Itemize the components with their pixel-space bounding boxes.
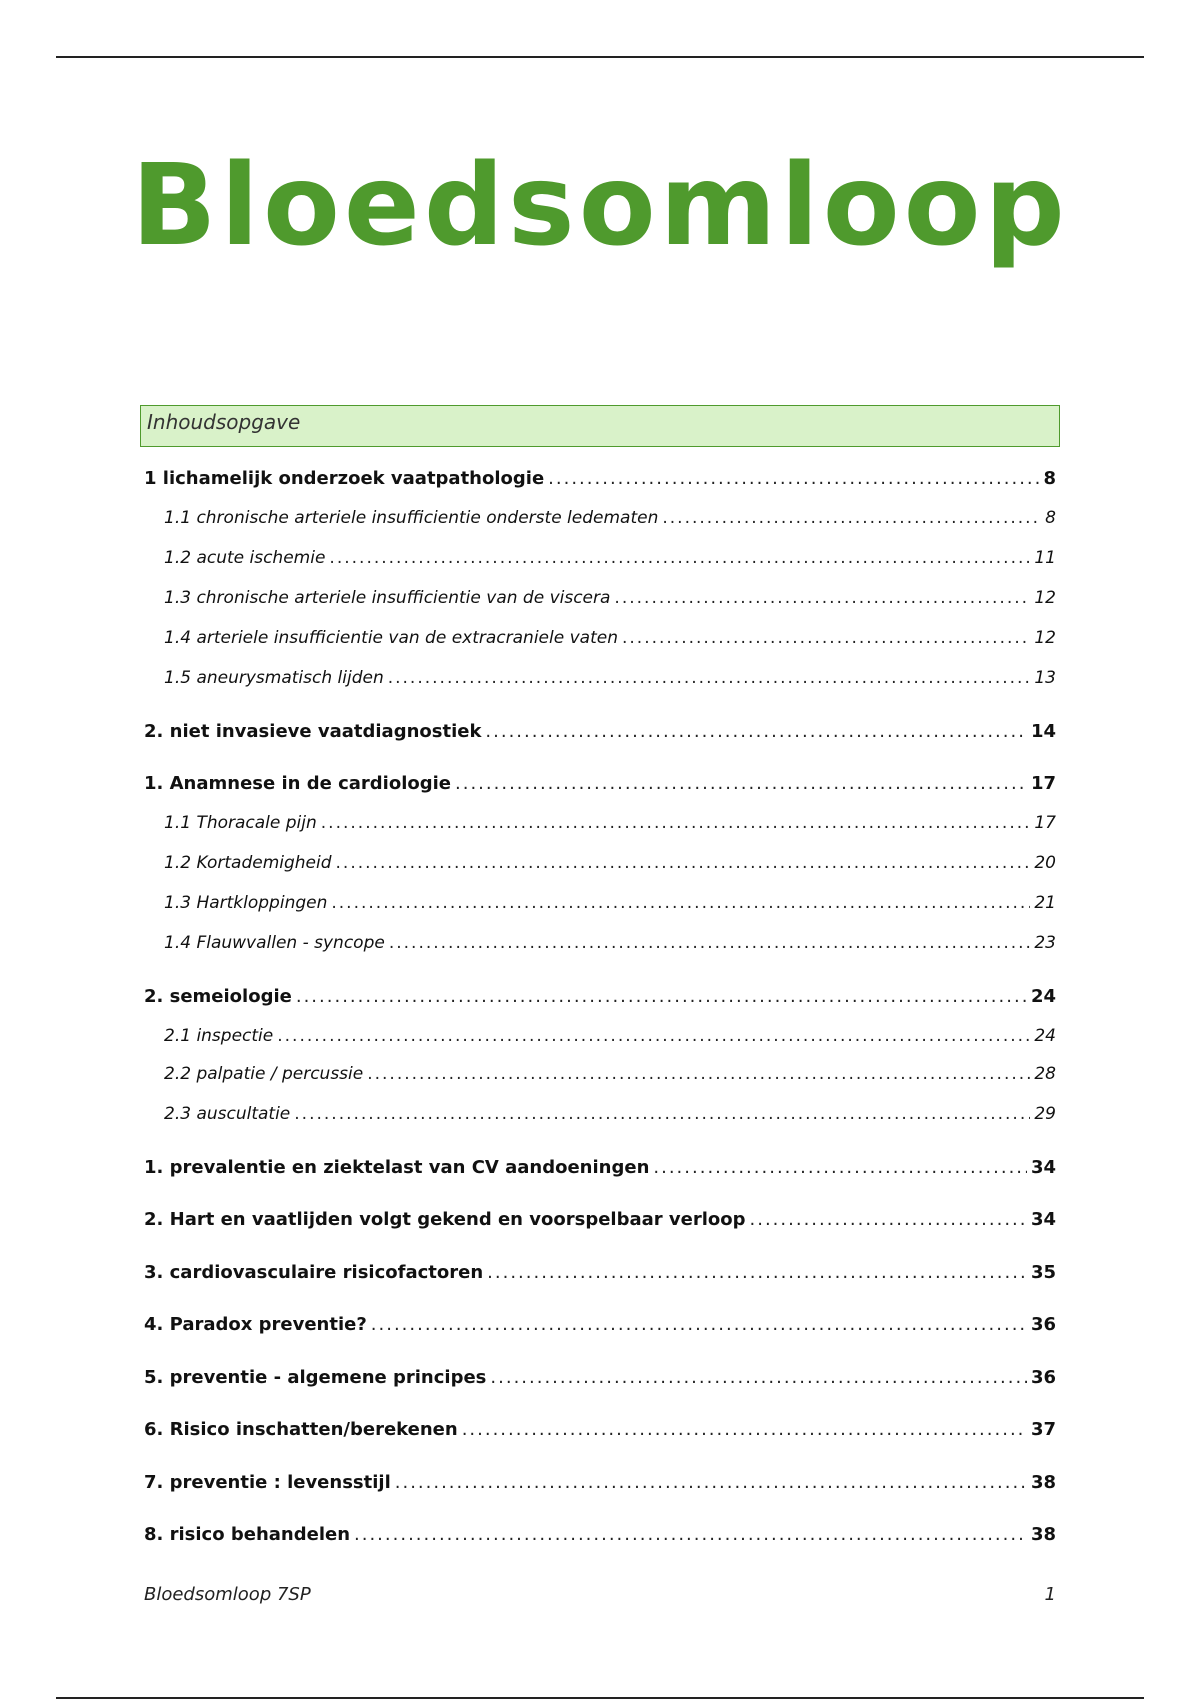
toc-entry-label: 3. cardiovasculaire risicofactoren — [144, 1262, 484, 1283]
toc-entry[interactable] — [144, 721, 1056, 747]
toc-entry[interactable] — [144, 1157, 1056, 1183]
toc-entry-label: 1.4 arteriele insufficientie van de extracraniele vaten — [164, 628, 618, 648]
toc-heading: Inhoudsopgave — [140, 405, 1060, 447]
toc-entry-label: 1.1 Thoracale pijn — [164, 813, 317, 833]
toc-leader — [389, 933, 1031, 953]
toc-entry[interactable] — [144, 893, 1056, 919]
toc-leader — [371, 1314, 1027, 1335]
toc-entry[interactable] — [144, 853, 1056, 879]
toc-entry-label: 2. semeiologie — [144, 986, 292, 1007]
toc-entry[interactable] — [144, 468, 1056, 494]
toc-leader — [367, 1064, 1030, 1084]
toc-entry-label: 1.4 Flauwvallen - syncope — [164, 933, 385, 953]
toc-leader — [388, 668, 1031, 688]
toc-entry-page: 34 — [1030, 1157, 1056, 1178]
toc-entry[interactable] — [144, 668, 1056, 694]
toc-leader — [490, 1367, 1027, 1388]
page-footer — [144, 1584, 1056, 1605]
toc-entry-page: 12 — [1034, 588, 1056, 608]
toc-entry-label: 1.3 Hartkloppingen — [164, 893, 328, 913]
toc-entry-label: 1 lichamelijk onderzoek vaatpathologie — [144, 468, 545, 489]
toc-entry-page: 24 — [1034, 1026, 1056, 1046]
toc-leader — [395, 1472, 1027, 1493]
toc-entry-page: 11 — [1034, 548, 1056, 568]
toc-entry-page: 36 — [1030, 1367, 1056, 1388]
toc-entry-page: 8 — [1045, 508, 1056, 528]
toc-entry-page: 35 — [1030, 1262, 1056, 1283]
toc-leader — [614, 588, 1030, 608]
toc-entry-label: 2.3 auscultatie — [164, 1104, 291, 1124]
toc-entry[interactable] — [144, 1026, 1056, 1052]
toc-entry-page: 17 — [1030, 773, 1056, 794]
toc-entry-page: 12 — [1034, 628, 1056, 648]
toc-entry-label: 7. preventie : levensstijl — [144, 1472, 391, 1493]
toc-leader — [277, 1026, 1030, 1046]
toc-entry-page: 36 — [1030, 1314, 1056, 1335]
toc-entry-label: 8. risico behandelen — [144, 1524, 351, 1545]
bottom-rule — [56, 1697, 1144, 1699]
toc-entry-page: 20 — [1034, 853, 1056, 873]
toc-leader — [354, 1524, 1027, 1545]
toc-entry-label: 6. Risico inschatten/berekenen — [144, 1419, 458, 1440]
toc-leader — [487, 1262, 1027, 1283]
toc-entry-page: 38 — [1030, 1472, 1056, 1493]
toc-entry-label: 2.2 palpatie / percussie — [164, 1064, 364, 1084]
toc-entry-page: 21 — [1034, 893, 1056, 913]
toc-leader — [321, 813, 1031, 833]
toc-entry[interactable] — [144, 986, 1056, 1012]
toc-entry[interactable] — [144, 1419, 1056, 1445]
toc-entry-label: 1.3 chronische arteriele insufficientie van de viscera — [164, 588, 611, 608]
toc-entry-page: 14 — [1030, 721, 1056, 742]
toc-entry-page: 37 — [1030, 1419, 1056, 1440]
toc-entry[interactable] — [144, 1524, 1056, 1550]
toc-entry-page: 28 — [1034, 1064, 1056, 1084]
toc-leader — [336, 853, 1031, 873]
toc-entry-label: 2. Hart en vaatlijden volgt gekend en voorspelbaar verloop — [144, 1209, 746, 1230]
toc-entry[interactable] — [144, 1367, 1056, 1393]
toc-entry-label: 2. niet invasieve vaatdiagnostiek — [144, 721, 482, 742]
top-rule — [56, 56, 1144, 58]
toc-leader — [331, 893, 1030, 913]
toc-leader — [750, 1209, 1027, 1230]
footer-page-number: 1 — [1044, 1584, 1056, 1605]
toc-entry-label: 1.1 chronische arteriele insufficientie onderste ledematen — [164, 508, 659, 528]
toc-entry[interactable] — [144, 508, 1056, 534]
toc-entry-label: 1. Anamnese in de cardiologie — [144, 773, 452, 794]
toc-entry-label: 1.5 aneurysmatisch lijden — [164, 668, 384, 688]
toc-entry[interactable] — [144, 1262, 1056, 1288]
toc-entry-page: 8 — [1043, 468, 1056, 489]
toc-entry-label: 2.1 inspectie — [164, 1026, 274, 1046]
toc-entry[interactable] — [144, 813, 1056, 839]
toc-leader — [462, 1419, 1027, 1440]
toc-leader — [485, 721, 1027, 742]
toc-leader — [296, 986, 1027, 1007]
toc-entry[interactable] — [144, 1104, 1056, 1130]
toc-leader — [548, 468, 1039, 489]
toc-entry-page: 23 — [1034, 933, 1056, 953]
toc-entry-page: 38 — [1030, 1524, 1056, 1545]
toc-entry-page: 24 — [1030, 986, 1056, 1007]
toc-entry[interactable] — [144, 1064, 1056, 1090]
toc-entry-page: 34 — [1030, 1209, 1056, 1230]
toc-entry[interactable] — [144, 773, 1056, 799]
toc-entry[interactable] — [144, 1472, 1056, 1498]
toc-entry-page: 17 — [1034, 813, 1056, 833]
toc-entry-label: 4. Paradox preventie? — [144, 1314, 367, 1335]
toc-entry[interactable] — [144, 588, 1056, 614]
toc-leader — [329, 548, 1030, 568]
toc-entry[interactable] — [144, 1314, 1056, 1340]
toc-leader — [622, 628, 1030, 648]
document-title: Bloedsomloop — [131, 141, 1069, 271]
toc-entry-label: 1. prevalentie en ziektelast van CV aandoeningen — [144, 1157, 650, 1178]
toc-entry-label: 1.2 acute ischemie — [164, 548, 326, 568]
footer-document-name: Bloedsomloop 7SP — [144, 1584, 311, 1605]
toc-entry-label: 1.2 Kortademigheid — [164, 853, 332, 873]
toc-entry[interactable] — [144, 628, 1056, 654]
toc-entry[interactable] — [144, 548, 1056, 574]
toc-entry[interactable] — [144, 933, 1056, 959]
toc-leader — [455, 773, 1027, 794]
toc-leader — [294, 1104, 1030, 1124]
toc-entry-label: 5. preventie - algemene principes — [144, 1367, 487, 1388]
toc-leader — [653, 1157, 1027, 1178]
toc-leader — [662, 508, 1041, 528]
toc-entry-page: 29 — [1034, 1104, 1056, 1124]
toc-entry[interactable] — [144, 1209, 1056, 1235]
toc-entry-page: 13 — [1034, 668, 1056, 688]
